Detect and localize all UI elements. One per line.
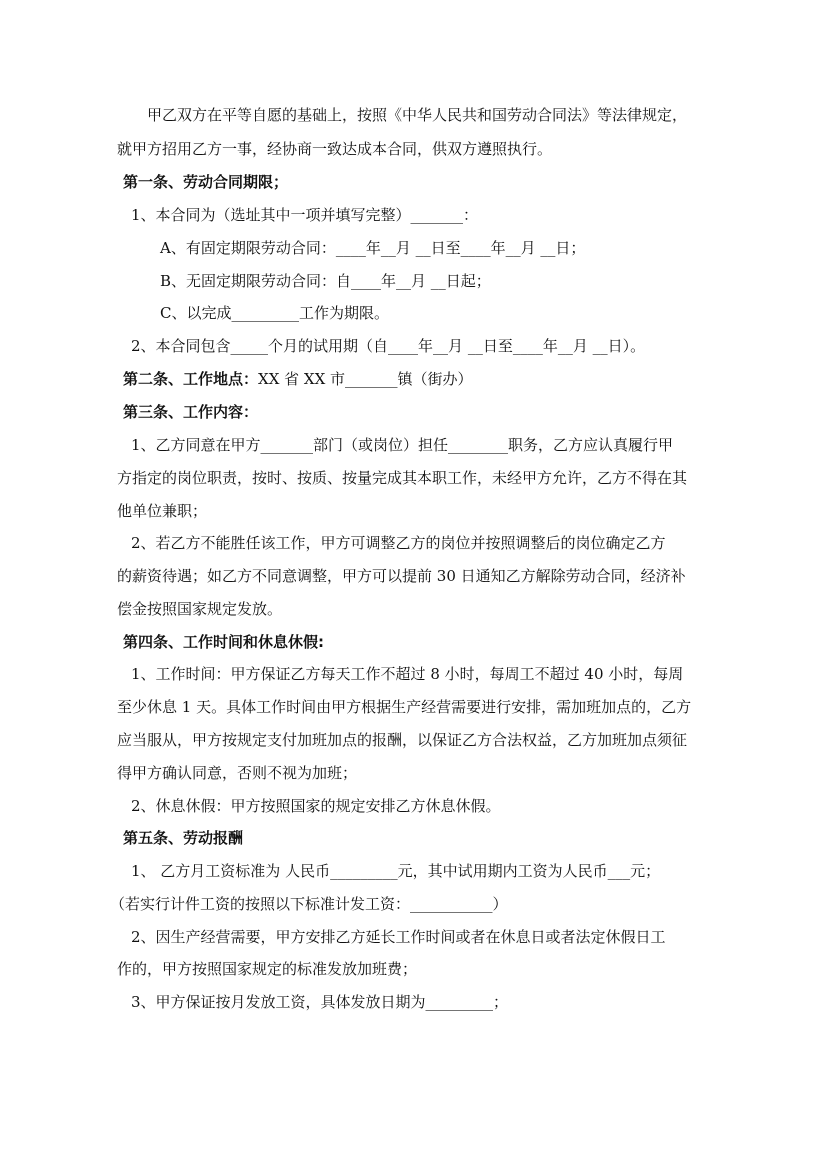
article-5-item-2-line-2: 作的，甲方按照国家规定的标准发放加班费； — [117, 960, 418, 978]
article-3-item-2-line-1: 2、若乙方不能胜任该工作，甲方可调整乙方的岗位并按照调整后的岗位确定乙方 — [131, 534, 666, 552]
article-1-option-a: A、有固定期限劳动合同：____年__月 __日至____年__月 __日； — [160, 239, 586, 257]
intro-line-1: 甲乙双方在平等自愿的基础上，按照《中华人民共和国劳动合同法》等法律规定， — [147, 106, 688, 124]
article-3-item-1-line-3: 他单位兼职； — [117, 502, 208, 520]
article-3-item-1-line-2: 方指定的岗位职责，按时、按质、按量完成其本职工作，未经甲方允许，乙方不得在其 — [117, 469, 688, 487]
article-4-item-2: 2、休息休假：甲方按照国家的规定安排乙方休息休假。 — [131, 797, 501, 815]
article-2 — [123, 369, 473, 389]
article-3-heading: 第三条、工作内容： — [123, 403, 259, 421]
article-5-heading: 第五条、劳动报酬 — [123, 829, 244, 847]
article-4-item-1-line-1: 1、工作时间：甲方保证乙方每天工作不超过 8 小时，每周工不超过 40 小时，每周 — [131, 665, 684, 683]
article-3-item-2-line-2: 的薪资待遇；如乙方不同意调整，甲方可以提前 30 日通知乙方解除劳动合同，经济补 — [117, 567, 686, 585]
article-3-item-1-line-1: 1、乙方同意在甲方_______部门（或岗位）担任________职务，乙方应认真履行甲 — [131, 436, 674, 454]
article-4-heading: 第四条、工作时间和休息休假: — [123, 633, 324, 651]
article-2-heading: 第二条、工作地点： — [123, 370, 259, 388]
article-5-item-1-line-2: （若实行计件工资的按照以下标准计发工资：___________） — [110, 895, 508, 913]
article-4-item-1-line-2: 至少休息 1 天。具体工作时间由甲方根据生产经营需要进行安排，需加班加点的，乙方 — [117, 698, 692, 716]
article-1-option-b: B、无固定期限劳动合同：自____年__月 __日起； — [160, 272, 491, 290]
article-4-item-1-line-4: 得甲方确认同意，否则不视为加班； — [117, 764, 358, 782]
article-5-item-2-line-1: 2、因生产经营需要，甲方安排乙方延长工作时间或者在休息日或者法定休假日工 — [131, 928, 666, 946]
intro-line-2: 就甲方招用乙方一事，经协商一致达成本合同，供双方遵照执行。 — [117, 140, 553, 158]
article-4-item-1-line-3: 应当服从，甲方按规定支付加班加点的报酬，以保证乙方合法权益，乙方加班加点须征 — [117, 731, 688, 749]
article-5-item-1-line-1: 1、 乙方月工资标准为 人民币_________元，其中试用期内工资为人民币___元； — [131, 862, 661, 880]
article-1-item-1: 1、本合同为（选址其中一项并填写完整）_______： — [131, 206, 479, 224]
article-3-item-2-line-3: 偿金按照国家规定发放。 — [117, 600, 283, 618]
article-1-option-c: C、以完成_________工作为期限。 — [160, 304, 389, 322]
article-2-text: XX 省 XX 市_______镇（街办） — [258, 370, 473, 388]
article-5-item-3: 3、甲方保证按月发放工资，具体发放日期为_________； — [131, 993, 509, 1011]
article-1-item-2: 2、本合同包含_____个月的试用期（自____年__月 __日至____年__月 __日）。 — [131, 337, 646, 355]
article-1-heading: 第一条、劳动合同期限； — [123, 173, 289, 191]
